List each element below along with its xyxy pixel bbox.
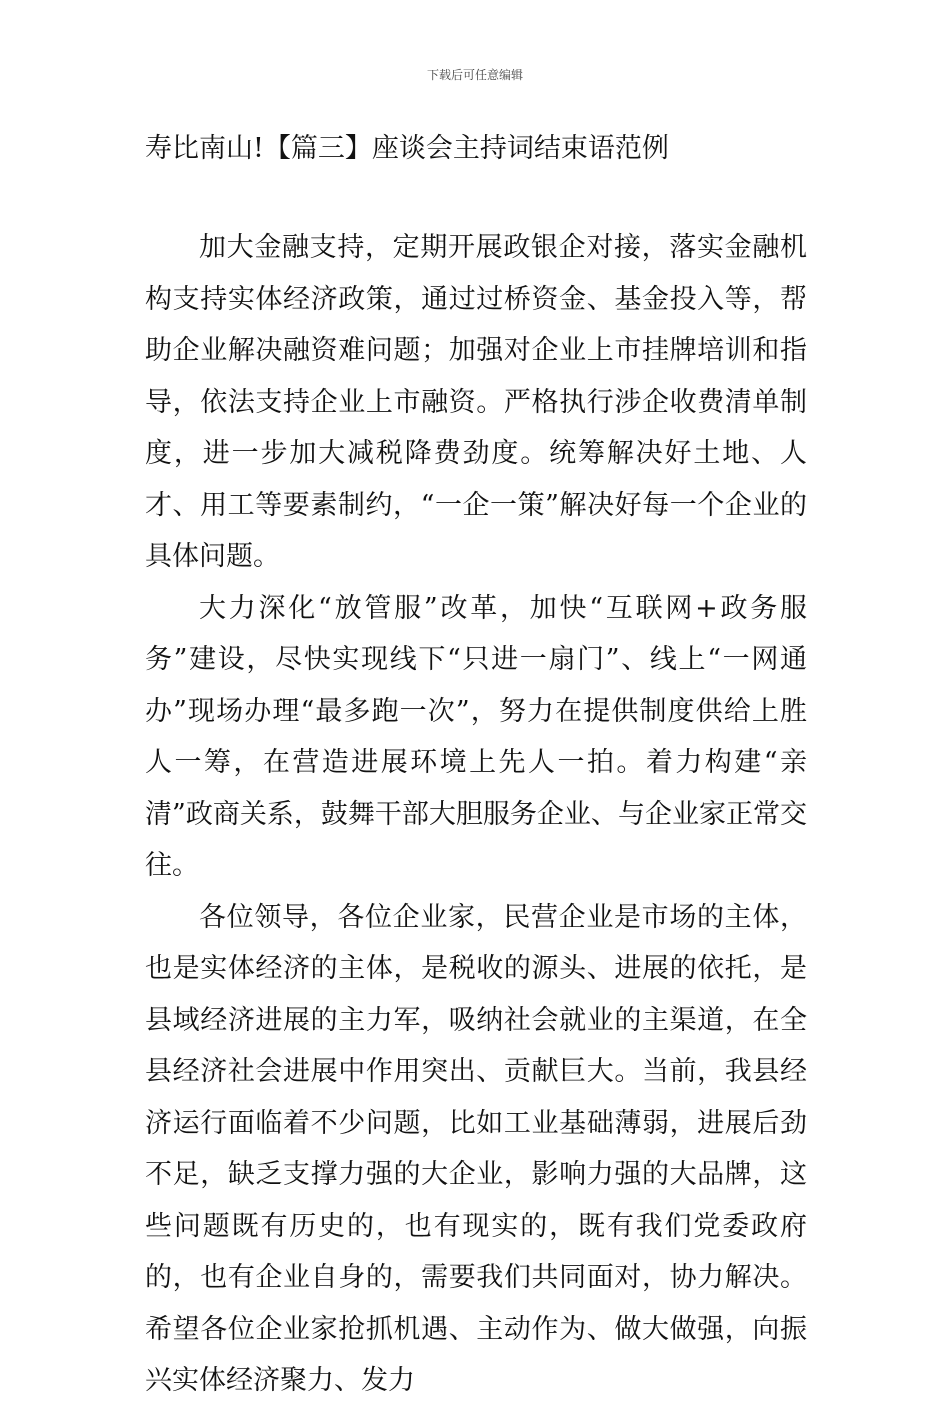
page-header-note: 下载后可任意编辑 — [426, 68, 523, 82]
paragraph-financial-support: 加大金融支持，定期开展政银企对接，落实金融机构支持实体经济政策，通过过桥资金、基金投入等，帮助企业解决融资难问题；加强对企业上市挂牌培训和指导，依法支持企业上市融资。严格执行涉企收费清单制度，进一步加大减税降费劲度。统筹解决好土地、人才、用工等要素制约，“一企一策”解决好每一个企业的具体问题。 — [145, 232, 807, 572]
document-body — [145, 222, 807, 1407]
paragraph-service-reform: 大力深化“放管服”改革，加快“互联网+政务服务”建设，尽快实现线下“只进一扇门”、线上“一网通办”现场办理“最多跑一次”，努力在提供制度供给上胜人一筹，在营造进展环境上先人一拍。着力构建“亲清”政商关系，鼓舞干部大胆服务企业、与企业家正常交往。 — [145, 592, 807, 881]
document-heading: 寿比南山!【篇三】座谈会主持词结束语范例 — [145, 133, 669, 164]
paragraph-private-enterprise: 各位领导，各位企业家，民营企业是市场的主体，也是实体经济的主体，是税收的源头、进展的依托，是县域经济进展的主力军，吸纳社会就业的主渠道，在全县经济社会进展中作用突出、贡献巨大。当前，我县经济运行面临着不少问题，比如工业基础薄弱，进展后劲不足，缺乏支撑力强的大企业，影响力强的大品牌，这些问题既有历史的，也有现实的，既有我们党委政府的，也有企业自身的，需要我们共同面对，协力解决。希望各位企业家抢抓机遇、主动作为、做大做强，向振兴实体经济聚力、发力 — [145, 901, 807, 1396]
